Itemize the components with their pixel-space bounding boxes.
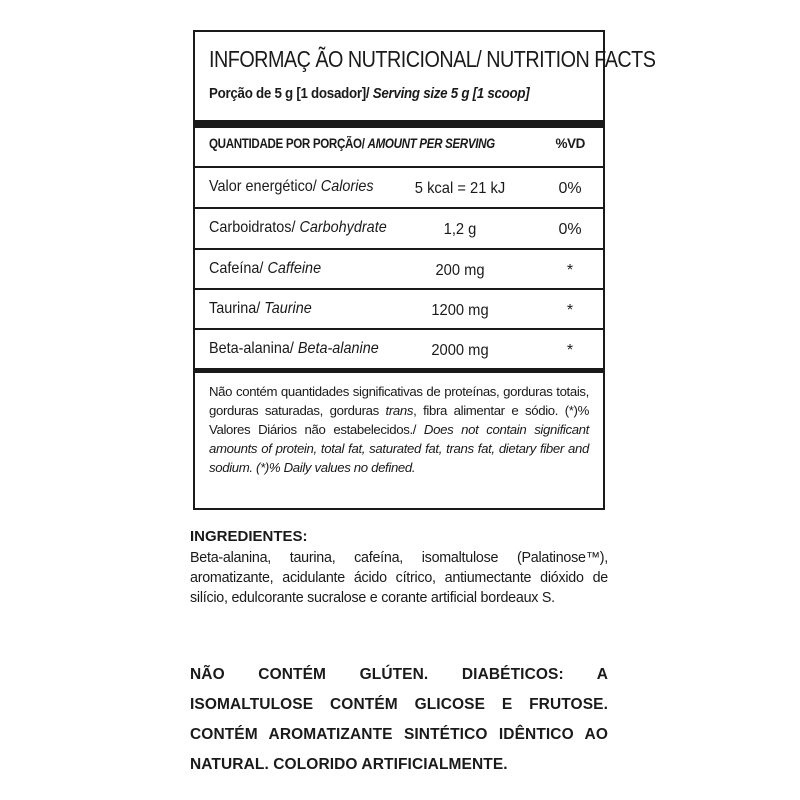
nutrient-name [209,178,374,196]
ingredients-title: INGREDIENTES: [190,528,308,545]
nutrient-name-pt: Valor energético/ [209,178,317,195]
nutrient-name-pt: Taurina/ [209,300,261,317]
header-pt: QUANTIDADE POR PORÇÃO/ [209,136,365,151]
nutrient-name-en: Beta-alanine [297,340,379,357]
table-row [195,209,603,249]
table-header [209,136,585,160]
nutrient-dv: * [566,342,574,359]
nutrient-name-en: Carbohydrate [299,219,387,236]
nutrient-name-en: Calories [320,178,374,195]
table-row [195,290,603,330]
nutrient-dv: 0% [558,180,582,197]
nutrient-amount: 5 kcal = 21 kJ [414,180,506,197]
nutrient-name-pt: Carboidratos/ [209,219,296,236]
table-row [195,250,603,290]
thick-divider [195,120,603,128]
thick-divider [195,368,603,373]
footnote-pt-trans: trans [385,403,414,418]
nutrient-name [209,219,387,237]
nutrient-name-pt: Cafeína/ [209,260,264,277]
footnote-pt-1: Não contém quantidades significativas de proteínas, gorduras totais, gorduras saturadas, gorduras [209,384,589,418]
nutrient-name [209,300,312,318]
serving-size-en: Serving size 5 g [1 scoop] [372,86,530,102]
nutrient-dv: * [566,302,574,319]
footnote [209,382,589,477]
nutrient-name-en: Caffeine [267,260,322,277]
serving-size-pt: Porção de 5 g [1 dosador]/ [209,86,370,102]
nutrient-name [209,260,321,278]
table-row [195,330,603,370]
nutrient-dv: 0% [558,221,582,238]
ingredients-text: Beta-alanina, taurina, cafeína, isomaltulose (Palatinose™), aromatizante, acidulante ácido cítrico, antiumectante dióxido de silício, edulcorante sucralose e corante artificial bordeaux S. [190,550,608,606]
nutrition-facts-panel [193,30,656,510]
header-en: AMOUNT PER SERVING [367,136,495,151]
nutrient-dv: * [566,262,574,279]
table-row [195,168,603,208]
nutrient-amount: 1,2 g [443,221,477,238]
nutrient-amount: 1200 mg [431,302,489,319]
nutrient-amount: 200 mg [435,262,485,279]
footnote-en: Does not contain significant amounts of protein, total fat, saturated fat, trans fat, dietary fiber and sodium. (*)% Daily values no defined. [209,422,589,475]
dv-header: %VD [555,136,585,151]
footnote-pt-2: , fibra alimentar e sódio. (*)% Valores Diários não estabelecidos./ [209,403,589,437]
nutrient-amount: 2000 mg [431,342,489,359]
allergen-warning: NÃO CONTÉM GLÚTEN. DIABÉTICOS: A ISOMALTULOSE CONTÉM GLICOSE E FRUTOSE. CONTÉM AROMATIZANTE SINTÉTICO IDÊNTICO AO NATURAL. COLORIDO ARTIFICIALMENTE. [190,666,608,773]
amount-per-serving-header [209,136,495,151]
nutrient-name [209,340,379,358]
serving-size [209,86,529,102]
nutrient-name-pt: Beta-alanina/ [209,340,294,357]
nutrition-title: INFORMAÇ ÃO NUTRICIONAL/ NUTRITION FACTS [209,46,656,72]
nutrient-name-en: Taurine [264,300,312,317]
